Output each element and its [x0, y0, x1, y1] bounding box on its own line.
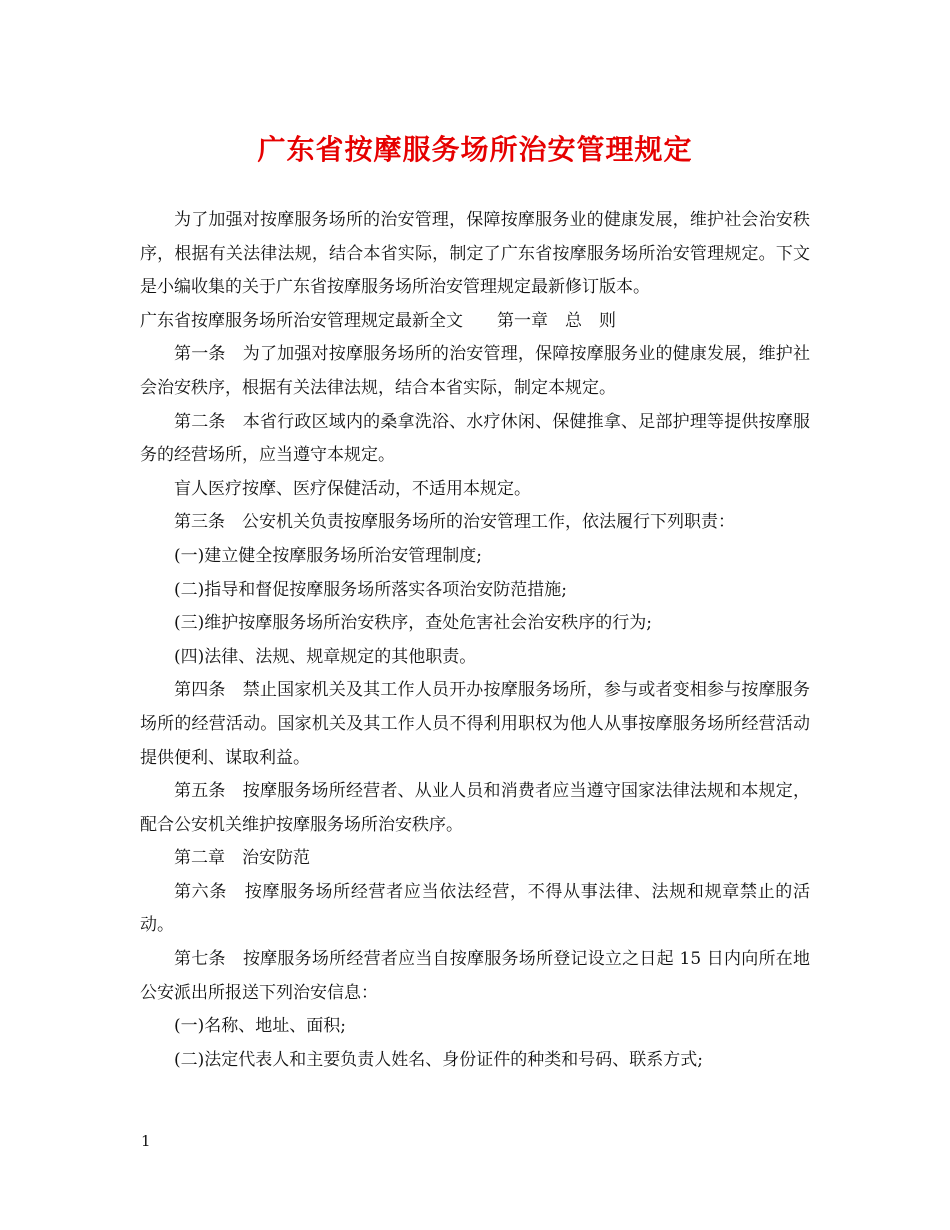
paragraph: (二)法定代表人和主要负责人姓名、身份证件的种类和号码、联系方式; [174, 1049, 703, 1070]
page-number: 1 [141, 1132, 151, 1150]
paragraph: (三)维护按摩服务场所治安秩序，查处危害社会治安秩序的行为; [174, 613, 652, 634]
paragraph: 盲人医疗按摩、医疗保健活动，不适用本规定。 [174, 478, 531, 499]
paragraph: (一)名称、地址、面积; [174, 1016, 346, 1037]
paragraph: 为了加强对按摩服务场所的治安管理，保障按摩服务业的健康发展，维护社会治安秩序，根据有关法律法规，结合本省实际，制定了广东省按摩服务场所治安管理规定。下文是小编收集的关于广东省按摩服务场所治安管理规定最新修订版本。 [140, 210, 810, 298]
paragraph: (二)指导和督促按摩服务场所落实各项治安防范措施; [174, 579, 567, 600]
paragraph: 第五条 按摩服务场所经营者、从业人员和消费者应当遵守国家法律法规和本规定，配合公安机关维护按摩服务场所治安秩序。 [140, 781, 810, 835]
paragraph: (四)法律、法规、规章规定的其他职责。 [174, 646, 477, 667]
paragraph: 第二章 治安防范 [174, 848, 310, 869]
paragraph: 第二条 本省行政区域内的桑拿洗浴、水疗休闲、保健推拿、足部护理等提供按摩服务的经营场所，应当遵守本规定。 [140, 411, 810, 466]
paragraph: 第三条 公安机关负责按摩服务场所的治安管理工作，依法履行下列职责： [174, 512, 735, 533]
document-body [140, 204, 810, 1077]
paragraph: 第六条 按摩服务场所经营者应当依法经营，不得从事法律、法规和规章禁止的活动。 [140, 881, 810, 936]
document-title: 广东省按摩服务场所治安管理规定 [257, 133, 693, 166]
paragraph: 广东省按摩服务场所治安管理规定最新全文 第一章 总 则 [140, 310, 616, 331]
paragraph: 第四条 禁止国家机关及其工作人员开办按摩服务场所，参与或者变相参与按摩服务场所的经营活动。国家机关及其工作人员不得利用职权为他人从事按摩服务场所经营活动提供便利、谋取利益。 [140, 680, 810, 768]
paragraph: 第一条 为了加强对按摩服务场所的治安管理，保障按摩服务业的健康发展，维护社会治安秩序，根据有关法律法规，结合本省实际，制定本规定。 [140, 344, 810, 398]
paragraph: (一)建立健全按摩服务场所治安管理制度; [174, 545, 482, 566]
paragraph: 第七条 按摩服务场所经营者应当自按摩服务场所登记设立之日起 15 日内向所在地公安派出所报送下列治安信息： [140, 949, 810, 1003]
